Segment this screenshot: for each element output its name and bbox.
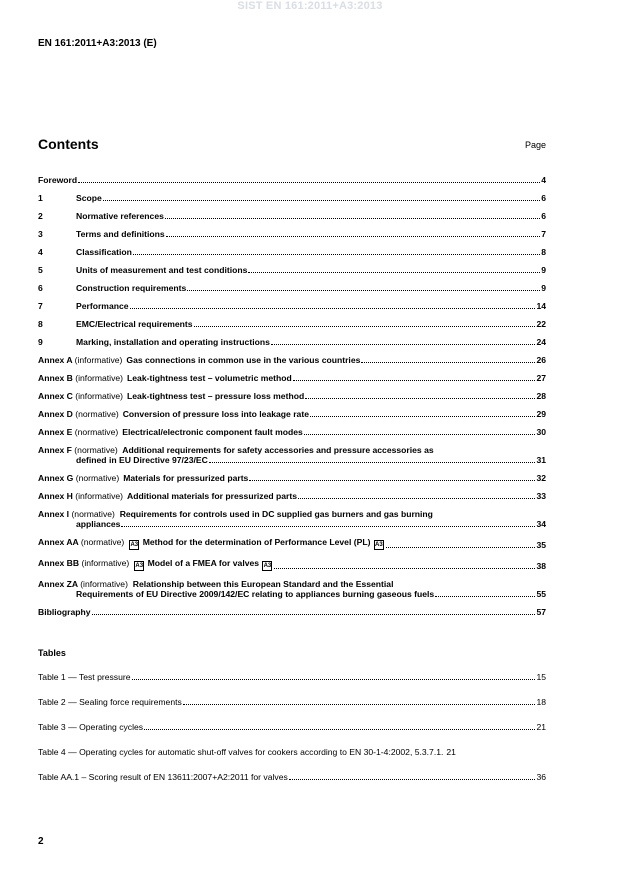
- clause-number: 1: [38, 193, 43, 203]
- dot-leader: [92, 614, 536, 615]
- toc-entry-title: Additional materials for pressurized parts: [127, 491, 298, 501]
- toc-entry-title: Units of measurement and test conditions: [76, 265, 248, 275]
- toc-annex-h[interactable]: [38, 491, 546, 501]
- toc-clause-4[interactable]: [38, 247, 546, 257]
- toc-entry-title: Leak-tightness test – volumetric method: [127, 373, 292, 383]
- toc-annex-d[interactable]: [38, 409, 546, 419]
- dot-leader: [274, 568, 535, 569]
- toc-entry-page: 6: [541, 193, 546, 203]
- annex-kind: (normative): [74, 445, 118, 455]
- toc-clause-2[interactable]: [38, 211, 546, 221]
- toc-entry-title: Normative references: [76, 211, 164, 221]
- toc-annex-b[interactable]: [38, 373, 546, 383]
- annex-label: Annex BB: [38, 558, 80, 568]
- amendment-start-marker: A3: [130, 542, 139, 548]
- dot-leader: [78, 182, 540, 183]
- toc-clause-6[interactable]: [38, 283, 546, 293]
- toc-entry-page: 38: [536, 561, 546, 571]
- clause-number: 5: [38, 265, 43, 275]
- dot-leader: [305, 398, 535, 399]
- toc-clause-7[interactable]: [38, 301, 546, 311]
- toc-entry-page: 31: [536, 455, 546, 465]
- toc-annex-za[interactable]: [38, 579, 546, 599]
- annex-label: Annex F: [38, 445, 72, 455]
- dot-leader: [209, 462, 536, 463]
- dot-leader: [310, 416, 535, 417]
- annex-label: Annex D: [38, 409, 73, 419]
- toc-entry-title: Model of a FMEA for valves: [147, 558, 260, 568]
- toc-entry-page: 22: [536, 319, 546, 329]
- dot-leader: [361, 362, 535, 363]
- page-number: 2: [38, 836, 44, 847]
- table-entry-title: Table 1 — Test pressure: [38, 672, 131, 682]
- dot-leader: [165, 218, 540, 219]
- annex-label: Annex H: [38, 491, 73, 501]
- toc-entry-page: 28: [536, 391, 546, 401]
- toc-foreword[interactable]: [38, 175, 546, 185]
- toc-entry-title: Construction requirements: [76, 283, 187, 293]
- toc-entry-title: Classification: [76, 247, 132, 257]
- dot-leader: [103, 200, 540, 201]
- dot-leader: [249, 480, 535, 481]
- contents-title: Contents: [38, 136, 99, 152]
- toc-entry-page: 9: [541, 265, 546, 275]
- amendment-start-marker: A3: [135, 563, 144, 569]
- annex-kind: (informative): [81, 558, 130, 568]
- dot-leader: [144, 729, 535, 730]
- toc-entry-title: Materials for pressurized parts: [123, 473, 249, 483]
- dot-leader: [132, 679, 536, 680]
- table-entry-title: Table 3 — Operating cycles: [38, 722, 144, 732]
- toc-entry-title: Foreword: [38, 175, 78, 185]
- toc-entry-title: Performance: [76, 301, 129, 311]
- annex-label: Annex C: [38, 391, 73, 401]
- dot-leader: [386, 547, 536, 548]
- page-column-label: Page: [524, 140, 546, 150]
- toc-clause-3[interactable]: [38, 229, 546, 239]
- table-entry-title: Table 2 — Sealing force requirements: [38, 697, 182, 707]
- toc-entry-page: 4: [541, 175, 546, 185]
- toc-entry-page: 26: [536, 355, 546, 365]
- clause-number: 8: [38, 319, 43, 329]
- document-id: EN 161:2011+A3:2013 (E): [38, 38, 157, 49]
- toc-entry-title: Leak-tightness test – pressure loss method: [127, 391, 305, 401]
- toc-entry-page: 29: [536, 409, 546, 419]
- toc-entry-title: Gas connections in common use in the various countries: [126, 355, 361, 365]
- toc-entry-page: 32: [536, 473, 546, 483]
- annex-kind: (normative): [80, 537, 125, 547]
- toc-entry-page: 27: [536, 373, 546, 383]
- annex-kind: (normative): [71, 509, 115, 519]
- table-entry-page: 21: [536, 722, 546, 732]
- toc-entry-page: 35: [536, 540, 546, 550]
- watermark: SIST EN 161:2011+A3:2013: [237, 0, 383, 12]
- annex-kind: (normative): [74, 427, 119, 437]
- toc-entry-page: 8: [541, 247, 546, 257]
- toc-entry-page: 34: [536, 519, 546, 529]
- toc-entry-page: 57: [536, 607, 546, 617]
- toc-entry-page: 24: [536, 337, 546, 347]
- toc-bibliography[interactable]: [38, 607, 546, 617]
- toc-annex-f[interactable]: [38, 445, 546, 465]
- amendment-end-marker: A3: [375, 542, 383, 548]
- dot-leader: [435, 596, 535, 597]
- dot-leader: [271, 344, 536, 345]
- toc-clause-9[interactable]: [38, 337, 546, 347]
- annex-label: Annex E: [38, 427, 73, 437]
- table-entry-page: 18: [536, 697, 546, 707]
- annex-label: Annex AA: [38, 537, 79, 547]
- clause-number: 3: [38, 229, 43, 239]
- toc-entry-title-continued: Requirements of EU Directive 2009/142/EC relating to appliances burning gaseous fuels: [76, 589, 435, 599]
- dot-leader: [304, 434, 536, 435]
- toc-entry-title: Scope: [76, 193, 102, 203]
- toc-entry-title: Method for the determination of Performance Level (PL): [142, 537, 371, 547]
- toc-annex-a[interactable]: [38, 355, 546, 365]
- table-entry-title: Table 4 — Operating cycles for automatic shut-off valves for cookers according to EN 30-1-4:2002, 5.3.7.1.: [38, 747, 444, 757]
- toc-entry-title: Relationship between this European Standard and the Essential: [132, 579, 394, 589]
- table-entry-page: 15: [536, 672, 546, 682]
- toc-entry-title-continued: defined in EU Directive 97/23/EC: [76, 455, 208, 465]
- toc-entry-page: 30: [536, 427, 546, 437]
- clause-number: 7: [38, 301, 43, 311]
- table-list-item[interactable]: [38, 697, 546, 707]
- dot-leader: [289, 779, 536, 780]
- dot-leader: [130, 308, 536, 309]
- table-list-item[interactable]: [38, 722, 546, 732]
- annex-label: Annex I: [38, 509, 70, 519]
- toc-entry-title: Electrical/electronic component fault modes: [122, 427, 303, 437]
- toc-entry-page: 14: [536, 301, 546, 311]
- clause-number: 2: [38, 211, 43, 221]
- dot-leader: [183, 704, 536, 705]
- dot-leader: [187, 290, 540, 291]
- annex-label: Annex ZA: [38, 579, 78, 589]
- toc-entry-page: 9: [541, 283, 546, 293]
- toc-entry-page: 7: [541, 229, 546, 239]
- annex-kind: (informative): [74, 355, 123, 365]
- toc-annex-e[interactable]: [38, 427, 546, 437]
- table-list-item[interactable]: [38, 747, 546, 757]
- toc-clause-5[interactable]: [38, 265, 546, 275]
- table-entry-page: 21: [446, 747, 456, 757]
- toc-clause-1[interactable]: [38, 193, 546, 203]
- toc-entry-title: Marking, installation and operating instructions: [76, 337, 270, 347]
- annex-kind: (informative): [80, 579, 128, 589]
- toc-entry-title: Requirements for controls used in DC supplied gas burners and gas burning: [119, 509, 433, 519]
- clause-number: 4: [38, 247, 43, 257]
- dot-leader: [248, 272, 540, 273]
- annex-kind: (informative): [75, 391, 124, 401]
- annex-label: Annex A: [38, 355, 73, 365]
- tables-title: Tables: [38, 648, 66, 658]
- dot-leader: [293, 380, 536, 381]
- dot-leader: [298, 498, 535, 499]
- table-list-item[interactable]: [38, 672, 546, 682]
- toc-annex-i[interactable]: [38, 509, 546, 529]
- annex-kind: (informative): [75, 491, 124, 501]
- toc-entry-title: Terms and definitions: [76, 229, 165, 239]
- dot-leader: [121, 526, 535, 527]
- annex-kind: (normative): [75, 409, 119, 419]
- list-of-tables: [38, 672, 546, 797]
- toc-annex-aa[interactable]: [38, 537, 546, 550]
- toc-entry-page: 33: [536, 491, 546, 501]
- clause-number: 9: [38, 337, 43, 347]
- toc-entry-title-continued: appliances: [76, 519, 121, 529]
- toc-entry-page: 55: [536, 589, 546, 599]
- annex-label: Annex B: [38, 373, 73, 383]
- annex-kind: (informative): [75, 373, 124, 383]
- toc-entry-page: 6: [541, 211, 546, 221]
- table-of-contents: [38, 175, 546, 617]
- toc-entry-title: Conversion of pressure loss into leakage rate: [122, 409, 309, 419]
- annex-label: Annex G: [38, 473, 74, 483]
- table-entry-title: Table AA.1 – Scoring result of EN 13611:2007+A2:2011 for valves: [38, 772, 288, 782]
- table-list-item[interactable]: [38, 772, 546, 782]
- clause-number: 6: [38, 283, 43, 293]
- annex-kind: (normative): [75, 473, 120, 483]
- toc-entry-title: Bibliography: [38, 607, 91, 617]
- toc-annex-bb[interactable]: [38, 558, 546, 571]
- toc-entry-title: EMC/Electrical requirements: [76, 319, 193, 329]
- table-entry-page: 36: [536, 772, 546, 782]
- dot-leader: [133, 254, 540, 255]
- toc-annex-c[interactable]: [38, 391, 546, 401]
- dot-leader: [194, 326, 536, 327]
- dot-leader: [166, 236, 541, 237]
- toc-clause-8[interactable]: [38, 319, 546, 329]
- toc-entry-title: Additional requirements for safety accessories and pressure accessories as: [122, 445, 434, 455]
- toc-annex-g[interactable]: [38, 473, 546, 483]
- amendment-end-marker: A3: [263, 563, 272, 569]
